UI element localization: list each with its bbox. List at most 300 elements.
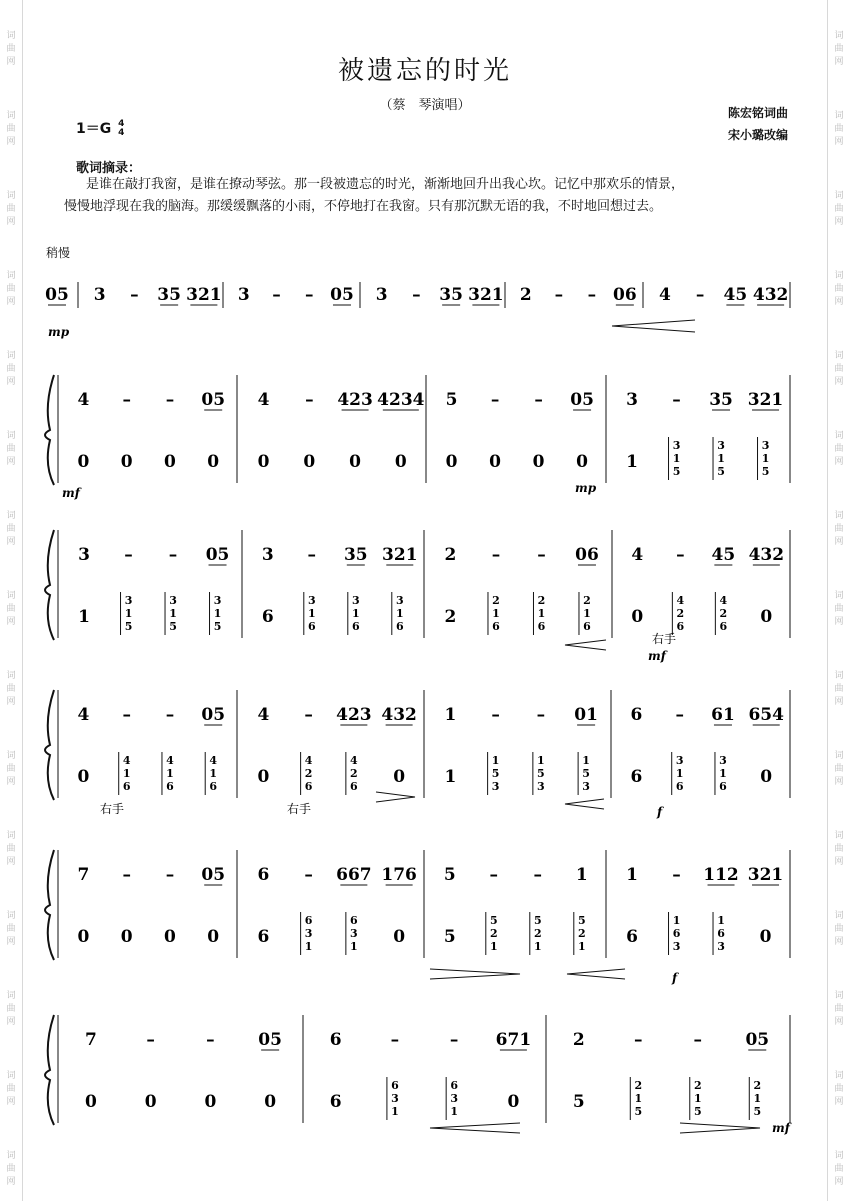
watermark-char: 网 [834, 1097, 844, 1107]
chord-note: 2 [489, 927, 498, 940]
chord-note: 6 [209, 780, 218, 793]
chord-note: 3 [304, 927, 313, 940]
watermark-char: 曲 [6, 524, 16, 534]
melody-note: 671 [495, 1030, 532, 1050]
watermark-char: 曲 [834, 44, 844, 54]
watermark-char: 词 [834, 671, 844, 681]
watermark-char: 网 [834, 457, 844, 467]
chord-note: 6 [307, 620, 316, 633]
dynamic-f: f [657, 805, 663, 819]
watermark-char: 网 [6, 697, 16, 707]
chord-note: 5 [489, 914, 498, 927]
melody-note: 2 [444, 545, 457, 565]
watermark-char: 曲 [834, 604, 844, 614]
watermark-char: 词 [834, 271, 844, 281]
dynamic-mf: mf [62, 486, 80, 500]
melody-note: 4 [631, 545, 644, 565]
watermark-char: 网 [834, 777, 844, 787]
watermark-char: 词 [6, 1071, 16, 1081]
watermark-char: 曲 [834, 684, 844, 694]
decrescendo-hairpin [565, 640, 606, 650]
melody-note: 432 [752, 285, 789, 305]
chord-note: 3 [169, 594, 177, 607]
chord-note: 1 [583, 607, 591, 620]
chord-note: 3 [213, 594, 222, 607]
bass-note: 0 [576, 452, 588, 472]
chord-note: 2 [583, 594, 591, 607]
dash: – [489, 865, 499, 885]
song-title: 被遗忘的时光 [337, 56, 512, 86]
watermark-char: 词 [834, 911, 844, 921]
melody-note: 321 [186, 285, 222, 305]
chord-note: 1 [753, 1092, 762, 1105]
watermark-char: 曲 [6, 1164, 16, 1174]
chord-note: 6 [719, 780, 727, 793]
dynamic-mp: mp [575, 481, 597, 495]
bass-note: 0 [257, 767, 270, 787]
melody-note: 423 [336, 705, 372, 725]
watermark-char: 词 [834, 1071, 844, 1081]
staff-brace [45, 690, 54, 800]
bass-note: 6 [257, 927, 270, 947]
dynamic-mp: mp [48, 325, 70, 339]
melody-note: 4 [257, 705, 270, 725]
watermark-char: 网 [6, 217, 16, 227]
chord-note: 1 [213, 607, 222, 620]
dash: – [537, 545, 546, 565]
staff-brace [45, 375, 54, 485]
dynamic-mf: mf [648, 649, 666, 663]
chord-note: 2 [719, 607, 728, 620]
watermark-char: 词 [6, 191, 16, 201]
chord-note: 2 [634, 1079, 643, 1092]
bass-note: 0 [264, 1092, 277, 1112]
chord-note: 1 [717, 914, 725, 927]
watermark-char: 网 [834, 137, 844, 147]
dash: – [122, 390, 131, 410]
watermark-char: 词 [834, 351, 844, 361]
chord-note: 1 [717, 452, 725, 465]
dash: – [533, 865, 543, 885]
melody-note: 61 [711, 705, 735, 725]
melody-note: 423 [337, 390, 373, 410]
lyrics-heading: 歌词摘录： [76, 161, 142, 176]
dynamic-mf: mf [772, 1121, 790, 1135]
chord-note: 4 [350, 754, 358, 767]
chord-note: 6 [350, 780, 358, 793]
dash: – [676, 545, 685, 565]
dash: – [534, 390, 543, 410]
bass-note: 6 [626, 927, 638, 947]
chord-note: 1 [719, 767, 727, 780]
chord-note: 4 [676, 594, 685, 607]
lyrics-line-1: 是谁在敲打我窗，是谁在撩动琴弦。那一段被遗忘的时光，渐渐地回升出我心坎。记忆中那欢乐的情景， [86, 177, 685, 192]
chord-note: 5 [169, 620, 177, 633]
watermark-char: 网 [6, 377, 16, 387]
chord-note: 1 [582, 754, 590, 767]
bass-note: 0 [760, 767, 773, 787]
chord-note: 1 [537, 607, 546, 620]
bass-note: 0 [759, 927, 772, 947]
dash: – [536, 705, 546, 725]
watermark-char: 词 [6, 351, 16, 361]
watermark-char: 词 [6, 431, 16, 441]
chord-note: 6 [350, 914, 358, 927]
watermark-char: 曲 [6, 684, 16, 694]
watermark-char: 词 [6, 831, 16, 841]
melody-note: 1 [575, 865, 588, 885]
dash: – [272, 285, 281, 305]
watermark-char: 曲 [834, 124, 844, 134]
chord-note: 3 [717, 439, 725, 452]
bass-note: 6 [329, 1092, 342, 1112]
melody-note: 176 [381, 865, 417, 885]
chord-note: 1 [492, 607, 500, 620]
melody-note: 321 [747, 865, 784, 885]
watermark-char: 网 [6, 457, 16, 467]
chord-note: 3 [719, 754, 727, 767]
chord-note: 6 [676, 620, 685, 633]
dash: – [206, 1030, 215, 1050]
melody-note: 05 [330, 285, 354, 305]
melody-note: 05 [201, 865, 226, 885]
melody-note: 05 [258, 1030, 282, 1050]
dash: – [672, 390, 681, 410]
chord-note: 5 [761, 465, 770, 478]
melody-note: 5 [443, 865, 456, 885]
watermark-char: 词 [6, 271, 16, 281]
chord-note: 4 [719, 594, 728, 607]
dash: – [490, 390, 500, 410]
watermark-char: 网 [6, 1097, 16, 1107]
chord-note: 6 [672, 927, 681, 940]
watermark-char: 词 [834, 31, 844, 41]
bass-note: 0 [760, 607, 773, 627]
bass-note: 1 [626, 452, 638, 472]
chord-note: 6 [537, 620, 546, 633]
dash: – [693, 1030, 703, 1050]
bass-note: 0 [257, 452, 270, 472]
watermark-char: 网 [834, 377, 844, 387]
chord-note: 1 [489, 940, 498, 953]
watermark-char: 网 [834, 297, 844, 307]
chord-note: 5 [124, 620, 133, 633]
bass-note: 0 [349, 452, 362, 472]
bass-note: 0 [394, 452, 407, 472]
watermark-char: 网 [6, 297, 16, 307]
watermark-char: 曲 [6, 604, 16, 614]
melody-note: 35 [343, 545, 368, 565]
chord-note: 3 [351, 594, 360, 607]
tempo-mark: 稍慢 [46, 246, 71, 260]
watermark-char: 词 [6, 911, 16, 921]
chord-note: 6 [450, 1079, 458, 1092]
chord-note: 2 [676, 607, 685, 620]
dynamic-f: f [672, 971, 678, 985]
watermark-char: 曲 [6, 1004, 16, 1014]
watermark-char: 曲 [834, 764, 844, 774]
watermark-char: 网 [834, 857, 844, 867]
chord-note: 2 [492, 594, 500, 607]
melody-note: 45 [711, 545, 736, 565]
chord-note: 5 [213, 620, 222, 633]
lyrics-line-2: 慢慢地浮现在我的脑海。那缓缓飘落的小雨，不停地打在我窗。只有那沉默无语的我，不时地回想过去。 [64, 199, 663, 214]
chord-note: 1 [304, 940, 313, 953]
chord-note: 1 [307, 607, 316, 620]
chord-note: 5 [672, 465, 681, 478]
crescendo-hairpin [612, 320, 695, 332]
chord-note: 3 [124, 594, 133, 607]
bass-note: 0 [507, 1092, 520, 1112]
bass-note: 0 [393, 767, 406, 787]
watermark-char: 词 [6, 671, 16, 681]
chord-note: 1 [675, 767, 684, 780]
dash: – [305, 390, 314, 410]
chord-note: 6 [391, 1079, 399, 1092]
melody-note: 3 [78, 545, 90, 565]
dash: – [165, 390, 175, 410]
watermark-char: 网 [834, 697, 844, 707]
watermark-char: 曲 [834, 364, 844, 374]
bass-note: 0 [120, 452, 133, 472]
chord-note: 6 [492, 620, 500, 633]
watermark-char: 曲 [834, 924, 844, 934]
chord-note: 5 [693, 1105, 702, 1118]
chord-note: 2 [693, 1079, 702, 1092]
melody-note: 654 [748, 705, 784, 725]
chord-note: 1 [169, 607, 177, 620]
performer-subtitle: （蔡 琴演唱） [379, 98, 471, 113]
watermark-char: 网 [6, 57, 16, 67]
watermark-char: 词 [6, 1151, 16, 1161]
dash: – [491, 545, 501, 565]
crescendo-hairpin [430, 1123, 520, 1133]
chord-note: 1 [166, 767, 174, 780]
chord-note: 1 [577, 940, 586, 953]
chord-note: 1 [209, 767, 218, 780]
melody-note: 3 [237, 285, 250, 305]
watermark-char: 曲 [834, 444, 844, 454]
chord-note: 2 [753, 1079, 762, 1092]
chord-note: 3 [717, 940, 725, 953]
dash: – [307, 545, 317, 565]
watermark-char: 曲 [6, 1084, 16, 1094]
bass-note: 0 [77, 767, 90, 787]
chord-note: 1 [533, 940, 542, 953]
chord-note: 5 [753, 1105, 762, 1118]
chord-note: 6 [166, 780, 174, 793]
watermark-char: 网 [834, 1177, 844, 1187]
melody-note: 1 [626, 865, 638, 885]
bass-note: 0 [631, 607, 644, 627]
meter-top: 4 [118, 119, 125, 129]
melody-note: 5 [445, 390, 458, 410]
chord-note: 2 [577, 927, 586, 940]
watermark-char: 词 [6, 511, 16, 521]
bass-note: 2 [444, 607, 457, 627]
dash: – [587, 285, 597, 305]
bass-note: 0 [84, 1092, 97, 1112]
melody-note: 1 [444, 705, 457, 725]
dash: – [675, 705, 684, 725]
watermark-char: 网 [6, 857, 16, 867]
chord-note: 3 [391, 1092, 399, 1105]
melody-note: 4 [77, 705, 90, 725]
dash: – [146, 1030, 155, 1050]
melody-note: 432 [381, 705, 417, 725]
crescendo-hairpin [565, 799, 604, 809]
melody-note: 35 [157, 285, 181, 305]
chord-note: 5 [577, 914, 586, 927]
watermark-char: 曲 [6, 364, 16, 374]
bass-note: 0 [204, 1092, 217, 1112]
watermark-char: 词 [834, 591, 844, 601]
dash: – [554, 285, 564, 305]
melody-note: 2 [519, 285, 532, 305]
bass-note: 0 [489, 452, 501, 472]
melody-note: 05 [201, 390, 226, 410]
watermark-char: 网 [834, 217, 844, 227]
chord-note: 6 [304, 780, 313, 793]
chord-note: 4 [304, 754, 313, 767]
bass-note: 0 [120, 927, 133, 947]
watermark-char: 曲 [834, 1084, 844, 1094]
melody-note: 06 [613, 285, 637, 305]
bass-note: 0 [77, 927, 90, 947]
staff-brace [45, 850, 54, 960]
dash: – [165, 865, 175, 885]
dash: – [412, 285, 421, 305]
chord-note: 2 [533, 927, 542, 940]
melody-note: 7 [84, 1030, 97, 1050]
chord-note: 5 [533, 914, 542, 927]
melody-note: 2 [572, 1030, 585, 1050]
watermark-char: 曲 [834, 1004, 844, 1014]
melody-note: 3 [626, 390, 638, 410]
watermark-char: 曲 [834, 844, 844, 854]
melody-note: 112 [703, 865, 739, 885]
chord-note: 6 [395, 620, 404, 633]
chord-note: 6 [717, 927, 725, 940]
watermark-char: 曲 [6, 764, 16, 774]
meter-bottom: 4 [118, 128, 125, 138]
watermark-char: 曲 [834, 1164, 844, 1174]
melody-note: 06 [575, 545, 599, 565]
composer-credit: 陈宏铭词曲 [727, 106, 788, 120]
key-label: 1＝G [76, 121, 112, 137]
watermark-char: 词 [6, 751, 16, 761]
watermark-char: 词 [834, 1151, 844, 1161]
watermark-char: 词 [834, 751, 844, 761]
watermark-char: 词 [6, 31, 16, 41]
watermark-char: 曲 [6, 844, 16, 854]
chord-note: 6 [122, 780, 131, 793]
dash: – [304, 705, 313, 725]
watermark-char: 词 [6, 111, 16, 121]
melody-note: 05 [745, 1030, 770, 1050]
bass-note: 0 [303, 452, 316, 472]
chord-note: 3 [675, 754, 684, 767]
watermark-char: 曲 [6, 284, 16, 294]
chord-note: 1 [395, 607, 404, 620]
chord-note: 3 [350, 927, 358, 940]
chord-note: 5 [634, 1105, 643, 1118]
chord-note: 5 [491, 767, 500, 780]
melody-note: 3 [375, 285, 388, 305]
chord-note: 3 [672, 439, 681, 452]
watermark-char: 网 [834, 937, 844, 947]
watermark-char: 网 [6, 617, 16, 627]
watermark-char: 词 [6, 991, 16, 1001]
watermark-char: 网 [6, 777, 16, 787]
dash: – [165, 705, 175, 725]
melody-note: 6 [630, 705, 643, 725]
dash: – [390, 1030, 400, 1050]
bass-note: 0 [207, 452, 220, 472]
decrescendo-hairpin [376, 792, 415, 802]
chord-note: 5 [537, 767, 545, 780]
dash: – [634, 1030, 643, 1050]
dash: – [304, 285, 314, 305]
chord-note: 3 [537, 780, 545, 793]
melody-note: 4234 [377, 390, 425, 410]
melody-note: 667 [336, 865, 372, 885]
melody-note: 3 [261, 545, 274, 565]
watermark-char: 网 [834, 1017, 844, 1027]
chord-note: 1 [693, 1092, 702, 1105]
watermark-char: 词 [834, 191, 844, 201]
watermark-char: 网 [6, 937, 16, 947]
bass-note: 0 [445, 452, 458, 472]
staff-brace [45, 1015, 54, 1125]
melody-note: 4 [257, 390, 270, 410]
chord-note: 1 [491, 754, 500, 767]
melody-note: 321 [468, 285, 504, 305]
melody-note: 05 [205, 545, 230, 565]
chord-note: 1 [761, 452, 770, 465]
watermark-char: 网 [6, 1177, 16, 1187]
chord-note: 3 [761, 439, 770, 452]
chord-note: 1 [350, 940, 358, 953]
dash: – [491, 705, 500, 725]
dash: – [124, 545, 133, 565]
chord-note: 1 [124, 607, 133, 620]
bass-note: 0 [77, 452, 90, 472]
watermark-char: 词 [834, 991, 844, 1001]
bass-note: 1 [78, 607, 90, 627]
watermark-char: 网 [6, 1017, 16, 1027]
crescendo-hairpin [567, 969, 625, 979]
bass-note: 5 [443, 927, 456, 947]
watermark-char: 网 [6, 137, 16, 147]
bass-note: 6 [261, 607, 274, 627]
melody-note: 01 [574, 705, 598, 725]
watermark-char: 网 [834, 617, 844, 627]
chord-note: 3 [582, 780, 590, 793]
chord-note: 6 [304, 914, 313, 927]
dash: – [130, 285, 139, 305]
melody-note: 4 [658, 285, 671, 305]
watermark-char: 曲 [834, 284, 844, 294]
bass-note: 0 [164, 927, 176, 947]
watermark-char: 词 [834, 831, 844, 841]
melody-note: 05 [201, 705, 226, 725]
chord-note: 3 [672, 940, 681, 953]
melody-note: 321 [382, 545, 418, 565]
bass-note: 0 [393, 927, 406, 947]
chord-note: 4 [166, 754, 174, 767]
watermark-char: 曲 [6, 924, 16, 934]
